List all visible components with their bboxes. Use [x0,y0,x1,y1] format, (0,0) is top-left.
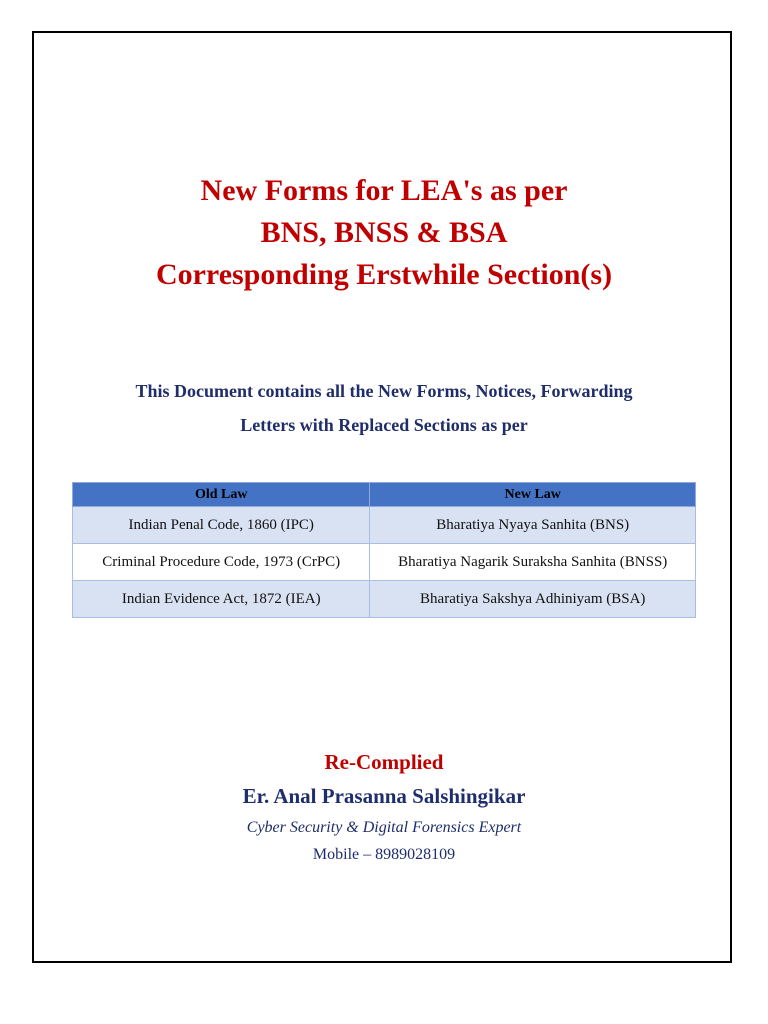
author-mobile: Mobile – 8989028109 [312,846,456,863]
old-law-cell: Indian Penal Code, 1860 (IPC) [73,507,370,544]
table-header-row [73,483,696,507]
new-law-cell: Bharatiya Nyaya Sanhita (BNS) [370,507,696,544]
header-old-law: Old Law [73,483,370,507]
author-role: Cyber Security & Digital Forensics Expert [246,819,522,836]
new-law-cell: Bharatiya Nagarik Suraksha Sanhita (BNSS) [370,544,696,581]
old-law-cell: Indian Evidence Act, 1872 (IEA) [73,581,370,618]
title-line-3: Corresponding Erstwhile Section(s) [155,258,613,291]
table-row [73,544,696,581]
document-title [0,170,768,296]
new-law-cell: Bharatiya Sakshya Adhiniyam (BSA) [370,581,696,618]
header-new-law: New Law [370,483,696,507]
intro-text [0,374,768,442]
recomplied-label: Re-Complied [324,750,444,774]
compiler-block [0,748,768,868]
title-line-1: New Forms for LEA's as per [200,174,568,207]
law-comparison-table [72,482,696,618]
title-line-2: BNS, BNSS & BSA [260,216,508,249]
table-row [73,581,696,618]
intro-line-1: This Document contains all the New Forms, Notices, Forwarding [135,381,633,401]
old-law-cell: Criminal Procedure Code, 1973 (CrPC) [73,544,370,581]
table-row [73,507,696,544]
author-name: Er. Anal Prasanna Salshingikar [242,784,526,808]
intro-line-2: Letters with Replaced Sections as per [240,415,528,435]
